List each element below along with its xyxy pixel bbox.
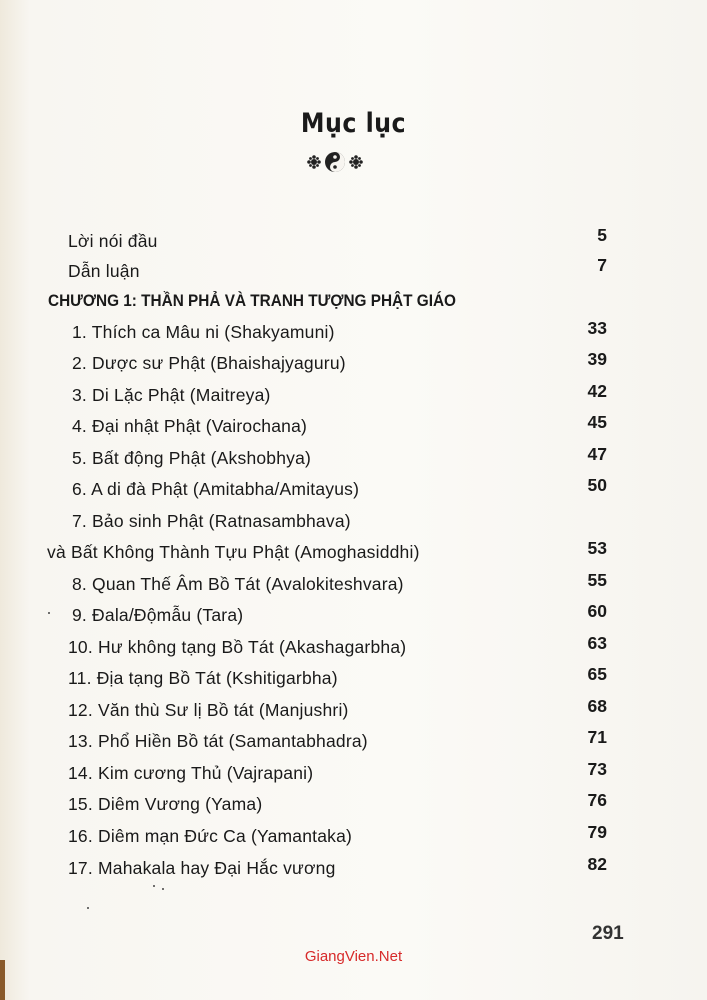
toc-entry[interactable] — [0, 664, 707, 698]
toc-label: 4. Đại nhật Phật (Vairochana) — [72, 416, 308, 436]
toc-page: 39 — [587, 349, 607, 369]
print-speck — [162, 888, 164, 890]
toc-entry[interactable] — [0, 381, 707, 415]
toc-label: 6. A di đà Phật (Amitabha/Amitayus) — [72, 479, 360, 499]
toc-label: 7. Bảo sinh Phật (Ratnasambhava) — [72, 511, 351, 531]
toc-label: 14. Kim cương Thủ (Vajrapani) — [68, 763, 314, 783]
toc-page: 42 — [587, 381, 607, 401]
toc-entry-continuation[interactable] — [0, 538, 707, 572]
watermark-text[interactable]: GiangVien.Net — [304, 948, 403, 965]
toc-entry[interactable] — [0, 759, 707, 793]
page-title: Mục lục — [300, 108, 407, 139]
page-edge-shadow — [0, 960, 5, 1000]
toc-entry[interactable] — [0, 349, 707, 383]
toc-label: 8. Quan Thế Âm Bồ Tát (Avalokiteshvara) — [72, 574, 404, 594]
chapter-heading[interactable] — [0, 290, 707, 320]
toc-entry[interactable] — [0, 570, 707, 604]
dharma-wheel-ornament-icon — [304, 150, 366, 174]
page-number: 291 — [592, 923, 624, 944]
toc-label: 13. Phổ Hiền Bồ tát (Samantabhadra) — [68, 731, 368, 751]
toc-entry[interactable] — [0, 790, 707, 824]
toc-page: 79 — [587, 822, 607, 842]
toc-label: 17. Mahakala hay Đại Hắc vương — [68, 858, 336, 878]
toc-page: 47 — [587, 444, 607, 464]
toc-label: 1. Thích ca Mâu ni (Shakyamuni) — [72, 322, 335, 342]
toc-page: 68 — [587, 696, 607, 716]
toc-label: 11. Địa tạng Bồ Tát (Kshitigarbha) — [68, 668, 338, 688]
toc-entry[interactable] — [0, 475, 707, 509]
chapter-label: CHƯƠNG 1: THẦN PHẢ VÀ TRANH TƯỢNG PHẬT GIÁO — [48, 292, 456, 310]
toc-page: 7 — [597, 255, 607, 275]
toc-label: 12. Văn thù Sư lị Bồ tát (Manjushri) — [68, 700, 349, 720]
toc-label: và Bất Không Thành Tựu Phật (Amoghasiddhi) — [47, 542, 420, 562]
toc-entry[interactable] — [0, 633, 707, 667]
toc-entry[interactable] — [0, 318, 707, 352]
toc-page: 76 — [587, 790, 607, 810]
toc-page: 82 — [587, 854, 607, 874]
toc-label: Dẫn luận — [68, 261, 140, 281]
toc-page: 65 — [587, 664, 607, 684]
toc-page: 55 — [587, 570, 607, 590]
toc-entry[interactable] — [0, 696, 707, 730]
toc-page: 5 — [597, 225, 607, 245]
toc-page: 63 — [587, 633, 607, 653]
toc-entry[interactable] — [0, 822, 707, 856]
toc-entry[interactable] — [0, 727, 707, 761]
toc-page: 60 — [587, 601, 607, 621]
toc-page: 33 — [587, 318, 607, 338]
toc-page: 45 — [587, 412, 607, 432]
toc-label: 10. Hư không tạng Bồ Tát (Akashagarbha) — [68, 637, 407, 657]
toc-label: 3. Di Lặc Phật (Maitreya) — [72, 385, 271, 405]
print-speck — [153, 885, 155, 887]
toc-page: 73 — [587, 759, 607, 779]
toc-row-introduction[interactable] — [0, 255, 707, 289]
toc-label: 15. Diêm Vương (Yama) — [68, 794, 263, 814]
toc-label: 16. Diêm mạn Đức Ca (Yamantaka) — [68, 826, 353, 846]
toc-entry[interactable] — [0, 601, 707, 635]
toc-entry[interactable] — [0, 511, 707, 541]
toc-page: 71 — [587, 727, 607, 747]
toc-entry[interactable] — [0, 444, 707, 478]
toc-page: 50 — [587, 475, 607, 495]
toc-entry[interactable] — [0, 412, 707, 446]
toc-entry[interactable] — [0, 854, 707, 888]
toc-label: Lời nói đầu — [68, 231, 158, 251]
print-speck — [48, 612, 50, 614]
toc-label: 9. Đala/Độmẫu (Tara) — [72, 605, 244, 625]
print-speck — [87, 907, 89, 909]
toc-label: 2. Dược sư Phật (Bhaishajyaguru) — [72, 353, 346, 373]
toc-page: 53 — [587, 538, 607, 558]
toc-label: 5. Bất động Phật (Akshobhya) — [72, 448, 312, 468]
